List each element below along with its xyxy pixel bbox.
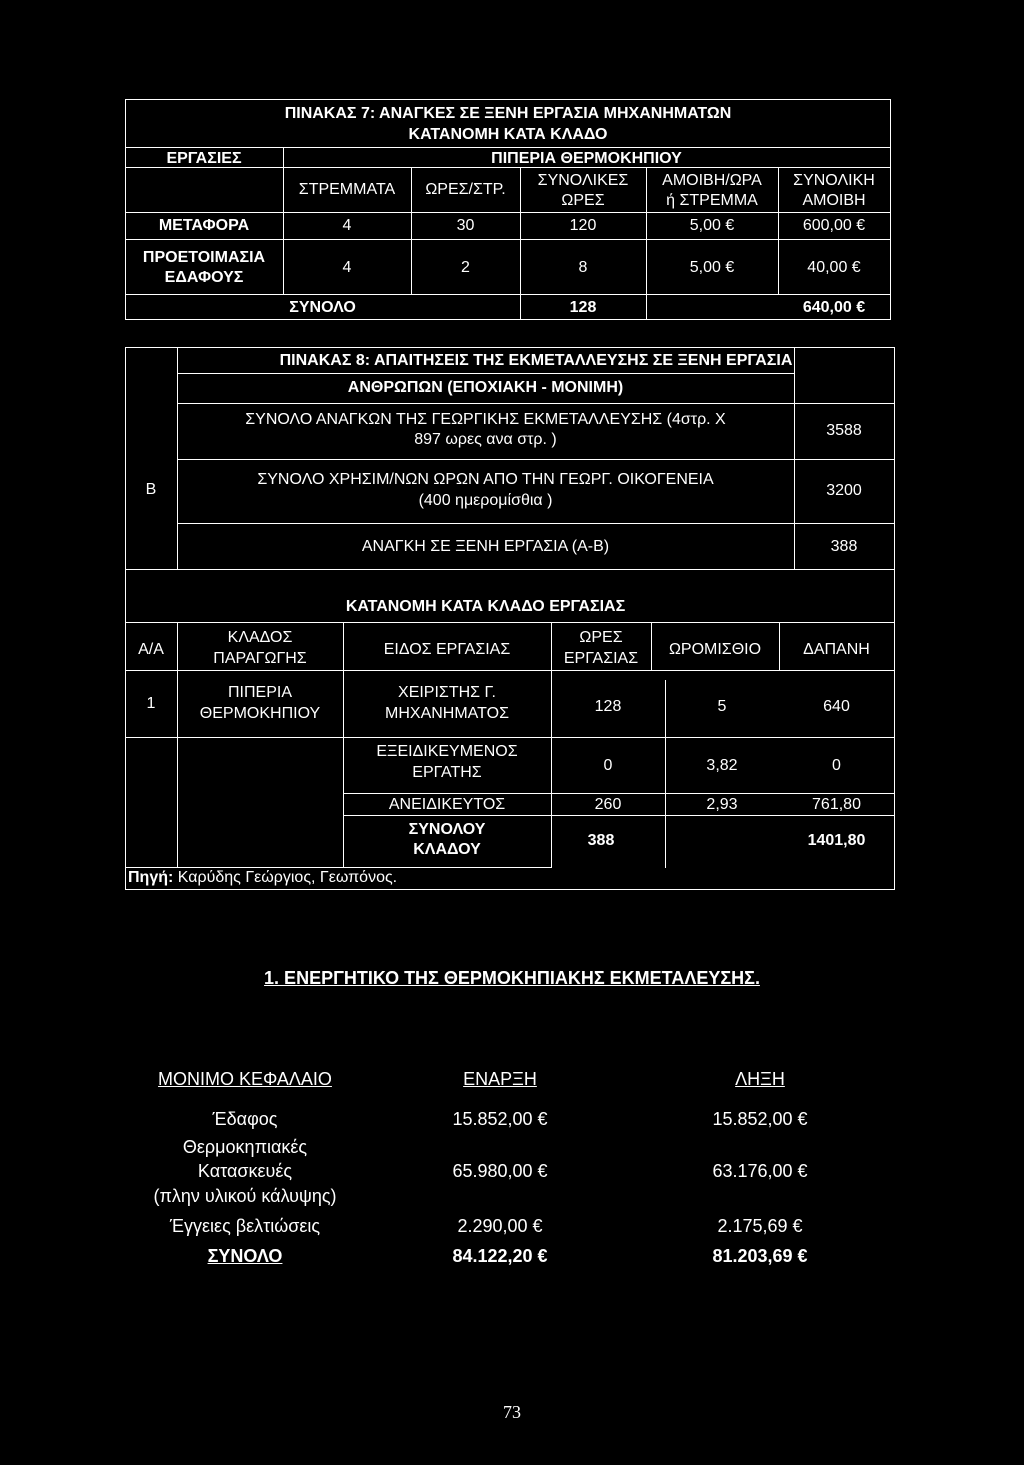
group-header: ΠΙΠΕΡΙΑ ΘΕΡΜΟΚΗΠΙΟΥ bbox=[491, 150, 682, 167]
row-name: ΜΕΤΑΦΟΡΑ bbox=[158, 217, 250, 234]
source-label: Πηγή: bbox=[128, 869, 174, 886]
row-pay: 5,00 € bbox=[689, 217, 735, 234]
asset-start: 2.290,00 € bbox=[457, 1216, 543, 1236]
total-hours-header: ΣΥΝΟΛΙΚΕΣ bbox=[537, 172, 629, 189]
row-total-hours: 8 bbox=[578, 259, 588, 276]
table-8-subtitle: ΑΝΘΡΩΠΩΝ (ΕΠΟΧΙΑΚΗ - ΜΟΝΙΜΗ) bbox=[347, 379, 624, 396]
external-need-value: 388 bbox=[830, 538, 858, 555]
work-type-header: ΕΙΔΟΣ ΕΡΓΑΣΙΑΣ bbox=[383, 641, 511, 658]
end-header: ΛΗΞΗ bbox=[735, 1069, 785, 1089]
dist-row-cost: 761,80 bbox=[812, 796, 861, 813]
needs-value: 3588 bbox=[826, 422, 862, 439]
branch-total-hours: 388 bbox=[587, 832, 615, 849]
row-stremmata: 4 bbox=[342, 259, 352, 276]
branch-total-cost: 1401,80 bbox=[807, 832, 866, 849]
family-hours-label-2: (400 ημερομίσθια ) bbox=[418, 492, 553, 509]
dist-row-type: ΑΝΕΙΔΙΚΕΥΤΟΣ bbox=[388, 796, 506, 813]
branch-header-2: ΠΑΡΑΓΩΓΗΣ bbox=[213, 650, 307, 667]
dist-row-branch: ΠΙΠΕΡΙΑ bbox=[227, 684, 292, 701]
dist-row-hours: 128 bbox=[594, 698, 622, 715]
stremmata-header: ΣΤΡΕΜΜΑΤΑ bbox=[298, 181, 396, 198]
assets-total-label: ΣΥΝΟΛΟ bbox=[207, 1246, 283, 1266]
branch-total-label-2: ΚΛΑΔΟΥ bbox=[413, 841, 481, 858]
pay-header: ΑΜΟΙΒΗ/ΩΡΑ bbox=[662, 172, 762, 189]
family-hours-label: ΣΥΝΟΛΟ ΧΡΗΣΙΜ/ΝΩΝ ΩΡΩΝ ΑΠΟ ΤΗΝ ΓΕΩΡΓ. ΟΙΚΟΓΕΝΕΙΑ bbox=[257, 471, 714, 488]
row-total-hours: 120 bbox=[569, 217, 597, 234]
pay-header-2: ή ΣΤΡΕΜΜΑ bbox=[666, 192, 758, 209]
asset-end: 15.852,00 € bbox=[712, 1109, 808, 1129]
row-total-pay: 600,00 € bbox=[802, 217, 866, 234]
total-label: ΣΥΝΟΛΟ bbox=[289, 299, 356, 316]
work-hours-header-2: ΕΡΓΑΣΙΑΣ bbox=[563, 650, 639, 667]
cost-header: ΔΑΠΑΝΗ bbox=[803, 641, 870, 658]
row-total-pay: 40,00 € bbox=[807, 259, 861, 276]
dist-row-aa: 1 bbox=[146, 695, 156, 712]
assets-total-start: 84.122,20 € bbox=[452, 1246, 548, 1266]
asset-name: Έγγειες βελτιώσεις bbox=[169, 1216, 321, 1236]
asset-name-2: Κατασκευές bbox=[197, 1161, 293, 1181]
asset-end: 63.176,00 € bbox=[712, 1161, 808, 1181]
dist-row-hours: 260 bbox=[594, 796, 622, 813]
dist-row-hours: 0 bbox=[603, 757, 613, 774]
total-pay-header: ΣΥΝΟΛΙΚΗ bbox=[793, 172, 875, 189]
row-stremmata: 4 bbox=[342, 217, 352, 234]
dist-row-type-2: ΜΗΧΑΝΗΜΑΤΟΣ bbox=[385, 705, 509, 722]
total-pay: 640,00 € bbox=[802, 299, 866, 316]
total-hours-header-2: ΩΡΕΣ bbox=[561, 192, 605, 209]
family-hours-value: 3200 bbox=[826, 482, 862, 499]
source-text: Καρύδης Γεώργιος, Γεωπόνος. bbox=[177, 869, 398, 886]
row-hours-str: 30 bbox=[456, 217, 475, 234]
aa-header: Α/Α bbox=[138, 641, 164, 658]
dist-row-wage: 5 bbox=[717, 698, 727, 715]
dist-row-type: ΧΕΙΡΙΣΤΗΣ Γ. bbox=[398, 684, 496, 701]
start-header: ΕΝΑΡΞΗ bbox=[463, 1069, 537, 1089]
asset-name: Έδαφος bbox=[212, 1109, 278, 1129]
dist-row-cost: 640 bbox=[823, 698, 850, 715]
wage-header: ΩΡΟΜΙΣΘΙΟ bbox=[668, 641, 762, 658]
asset-end: 2.175,69 € bbox=[717, 1216, 803, 1236]
dist-row-wage: 2,93 bbox=[706, 796, 738, 813]
needs-label: ΣΥΝΟΛΟ ΑΝΑΓΚΩΝ ΤΗΣ ΓΕΩΡΓΙΚΗΣ ΕΚΜΕΤΑΛΛΕΥΣΗΣ (4στρ. Χ bbox=[245, 411, 726, 428]
branch-total-label: ΣΥΝΟΛΟΥ bbox=[408, 821, 486, 838]
row-name-2: ΕΔΑΦΟΥΣ bbox=[164, 269, 244, 286]
col-works-header: ΕΡΓΑΣΙΕΣ bbox=[166, 150, 242, 167]
section-heading: 1. ΕΝΕΡΓΗΤΙΚΟ ΤΗΣ ΘΕΡΜΟΚΗΠΙΑΚΗΣ ΕΚΜΕΤΑΛΕΥΣΗΣ. bbox=[264, 968, 760, 988]
asset-name-3: (πλην υλικού κάλυψης) bbox=[153, 1186, 337, 1206]
asset-start: 65.980,00 € bbox=[452, 1161, 548, 1181]
dist-row-branch-2: ΘΕΡΜΟΚΗΠΙΟΥ bbox=[199, 705, 321, 722]
assets-total-end: 81.203,69 € bbox=[712, 1246, 808, 1266]
dist-row-cost: 0 bbox=[832, 757, 841, 774]
asset-name: Θερμοκηπιακές bbox=[182, 1137, 308, 1157]
row-name: ΠΡΟΕΤΟΙΜΑΣΙΑ bbox=[142, 249, 266, 266]
work-hours-header: ΩΡΕΣ bbox=[579, 629, 623, 646]
total-hours: 128 bbox=[569, 299, 597, 316]
dist-row-type: ΕΞΕΙΔΙΚΕΥΜΕΝΟΣ bbox=[376, 743, 518, 760]
source-note bbox=[128, 868, 397, 887]
branch-header: ΚΛΑΔΟΣ bbox=[227, 629, 293, 646]
table-7-subtitle: ΚΑΤΑΝΟΜΗ ΚΑΤΑ ΚΛΑΔΟ bbox=[408, 126, 608, 143]
row-b-label: Β bbox=[145, 481, 157, 498]
capital-header: ΜΟΝΙΜΟ ΚΕΦΑΛΑΙΟ bbox=[158, 1069, 332, 1089]
external-need-label: ΑΝΑΓΚΗ ΣΕ ΞΕΝΗ ΕΡΓΑΣΙΑ (Α-Β) bbox=[361, 538, 610, 555]
row-pay: 5,00 € bbox=[689, 259, 735, 276]
table-8-title: ΠΙΝΑΚΑΣ 8: ΑΠΑΙΤΗΣΕΙΣ ΤΗΣ ΕΚΜΕΤΑΛΛΕΥΣΗΣ ΣΕ ΞΕΝΗ ΕΡΓΑΣΙΑ bbox=[279, 352, 793, 369]
dist-row-wage: 3,82 bbox=[706, 757, 738, 774]
dist-row-type-2: ΕΡΓΑΤΗΣ bbox=[412, 764, 482, 781]
needs-label-2: 897 ωρες ανα στρ. ) bbox=[414, 431, 557, 448]
distribution-title: ΚΑΤΑΝΟΜΗ ΚΑΤΑ ΚΛΑΔΟ ΕΡΓΑΣΙΑΣ bbox=[345, 598, 626, 615]
hours-per-stremma-header: ΩΡΕΣ/ΣΤΡ. bbox=[425, 181, 506, 198]
table-7-title: ΠΙΝΑΚΑΣ 7: ΑΝΑΓΚΕΣ ΣΕ ΞΕΝΗ ΕΡΓΑΣΙΑ ΜΗΧΑΝΗΜΑΤΩΝ bbox=[284, 105, 732, 122]
page-number: 73 bbox=[503, 1402, 521, 1422]
total-pay-header-2: ΑΜΟΙΒΗ bbox=[802, 192, 866, 209]
row-hours-str: 2 bbox=[461, 259, 470, 276]
asset-start: 15.852,00 € bbox=[452, 1109, 548, 1129]
